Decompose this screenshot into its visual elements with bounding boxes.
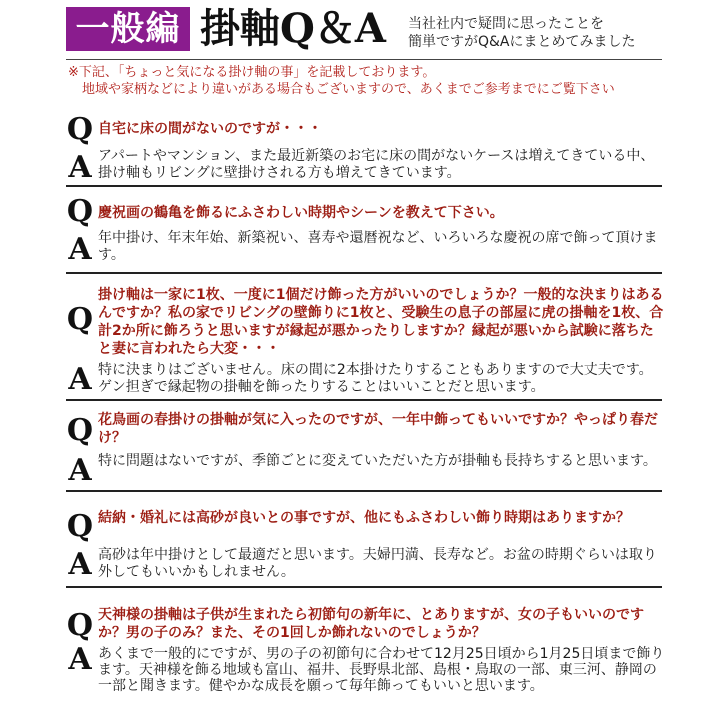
question-row (66, 286, 666, 360)
q-mark: Q (66, 608, 94, 643)
a-mark: A (68, 150, 92, 185)
question-text: 掛け軸は一家に1枚、一度に1個だけ飾った方がいいのでしょうか？一般的な決まりはあるんですか？私の家でリビングの壁飾りに1枚と、受験生の息子の部屋に虎の掛軸を1枚、合計2か所に飾ろうと思いますが縁起が悪かったりしますか？縁起が悪いから試験に落ちたと妻に言われたら大変・・・ (98, 287, 664, 357)
question-text: 自宅に床の間がないのですが・・・ (98, 121, 322, 137)
answer-text: 年中掛け、年末年始、新築祝い、喜寿や還暦祝など、いろいろな慶祝の席で飾って頂けます。 (98, 230, 658, 263)
answer-text: 特に決まりはございません。床の間に2本掛けたりすることもありますので大丈夫です。ゲン担ぎで縁起物の掛軸を飾ったりすることはいいことだと思います。 (98, 362, 653, 395)
qa-item-5 (66, 509, 666, 581)
question-row (66, 411, 666, 451)
note-line-2: 地域や家柄などにより違いがある場合もございますので、あくまでご参考までにご覧下さい (82, 82, 615, 97)
question-row (66, 606, 666, 646)
divider-5 (66, 586, 662, 588)
q-mark: Q (66, 509, 94, 544)
question-row (66, 114, 666, 148)
answer-row (66, 453, 666, 488)
qa-item-4 (66, 411, 666, 488)
a-mark: A (68, 642, 92, 677)
question-text: 花鳥画の春掛けの掛軸が気に入ったのですが、一年中飾ってもいいですか？やっぱり春だけ？ (98, 412, 658, 446)
a-mark: A (68, 453, 92, 488)
disclaimer-note (68, 64, 668, 98)
question-text: 天神様の掛軸は子供が生まれたら初節句の新年に、とありますが、女の子もいいのですか？男の子のみ？また、その1回しか飾れないのでしょうか？ (98, 607, 644, 641)
divider-3 (66, 399, 662, 401)
question-row (66, 196, 666, 230)
answer-row (66, 148, 666, 185)
header-divider (66, 59, 662, 60)
note-line-1: ※下記、「ちょっと気になる掛け軸の事」を記載しております。 (68, 65, 436, 80)
subtitle-line-1: 当社社内で疑問に思ったことを (408, 16, 604, 32)
answer-row (66, 642, 666, 694)
answer-text: アパートやマンション、また最近新築のお宅に床の間がないケースは増えてきている中、掛け軸もリビングに壁掛けされる方も増えてきています。 (98, 148, 655, 181)
answer-text: あくまで一般的にですが、男の子の初節句に合わせて12月25日頃から1月25日頃まで飾ります。天神様を飾る地域も富山、福井、長野県北部、島根・鳥取の一部、東三河、静岡の一部と聞きます。健やかな成長を願って毎年飾ってもいいと思います。 (98, 646, 665, 694)
answer-row (66, 362, 666, 396)
question-row (66, 509, 666, 547)
q-mark: Q (66, 302, 94, 337)
a-mark: A (68, 232, 92, 267)
answer-text: 特に問題はないですが、季節ごとに変えていただいた方が掛軸も長持ちすると思います。 (98, 453, 657, 469)
divider-4 (66, 490, 662, 492)
answer-row (66, 547, 666, 581)
question-text: 結納・婚礼には高砂が良いとの事ですが、他にもふさわしい飾り時期はありますか？ (98, 510, 630, 526)
a-mark: A (68, 362, 92, 397)
qa-item-1 (66, 112, 666, 185)
page-header (66, 3, 666, 59)
question-text: 慶祝画の鶴亀を飾るにふさわしい時期やシーンを教えて下さい。 (98, 205, 504, 221)
q-mark: Q (66, 112, 94, 147)
answer-text: 高砂は年中掛けとして最適だと思います。夫婦円満、長寿など。お盆の時期ぐらいは取り外してもいいかもしれません。 (98, 547, 657, 580)
qa-item-6 (66, 606, 666, 694)
answer-row (66, 230, 666, 267)
subtitle-line-2: 簡単ですがQ&Aにまとめてみました (408, 34, 636, 50)
page-title: 掛軸Q＆A (200, 5, 386, 52)
a-mark: A (68, 547, 92, 582)
q-mark: Q (66, 194, 94, 229)
divider-2 (66, 272, 662, 274)
qa-item-2 (66, 194, 666, 267)
q-mark: Q (66, 413, 94, 448)
qa-item-3 (66, 286, 666, 396)
divider-1 (66, 185, 662, 187)
category-label: 一般編 (66, 7, 190, 51)
page-subtitle (408, 15, 636, 51)
